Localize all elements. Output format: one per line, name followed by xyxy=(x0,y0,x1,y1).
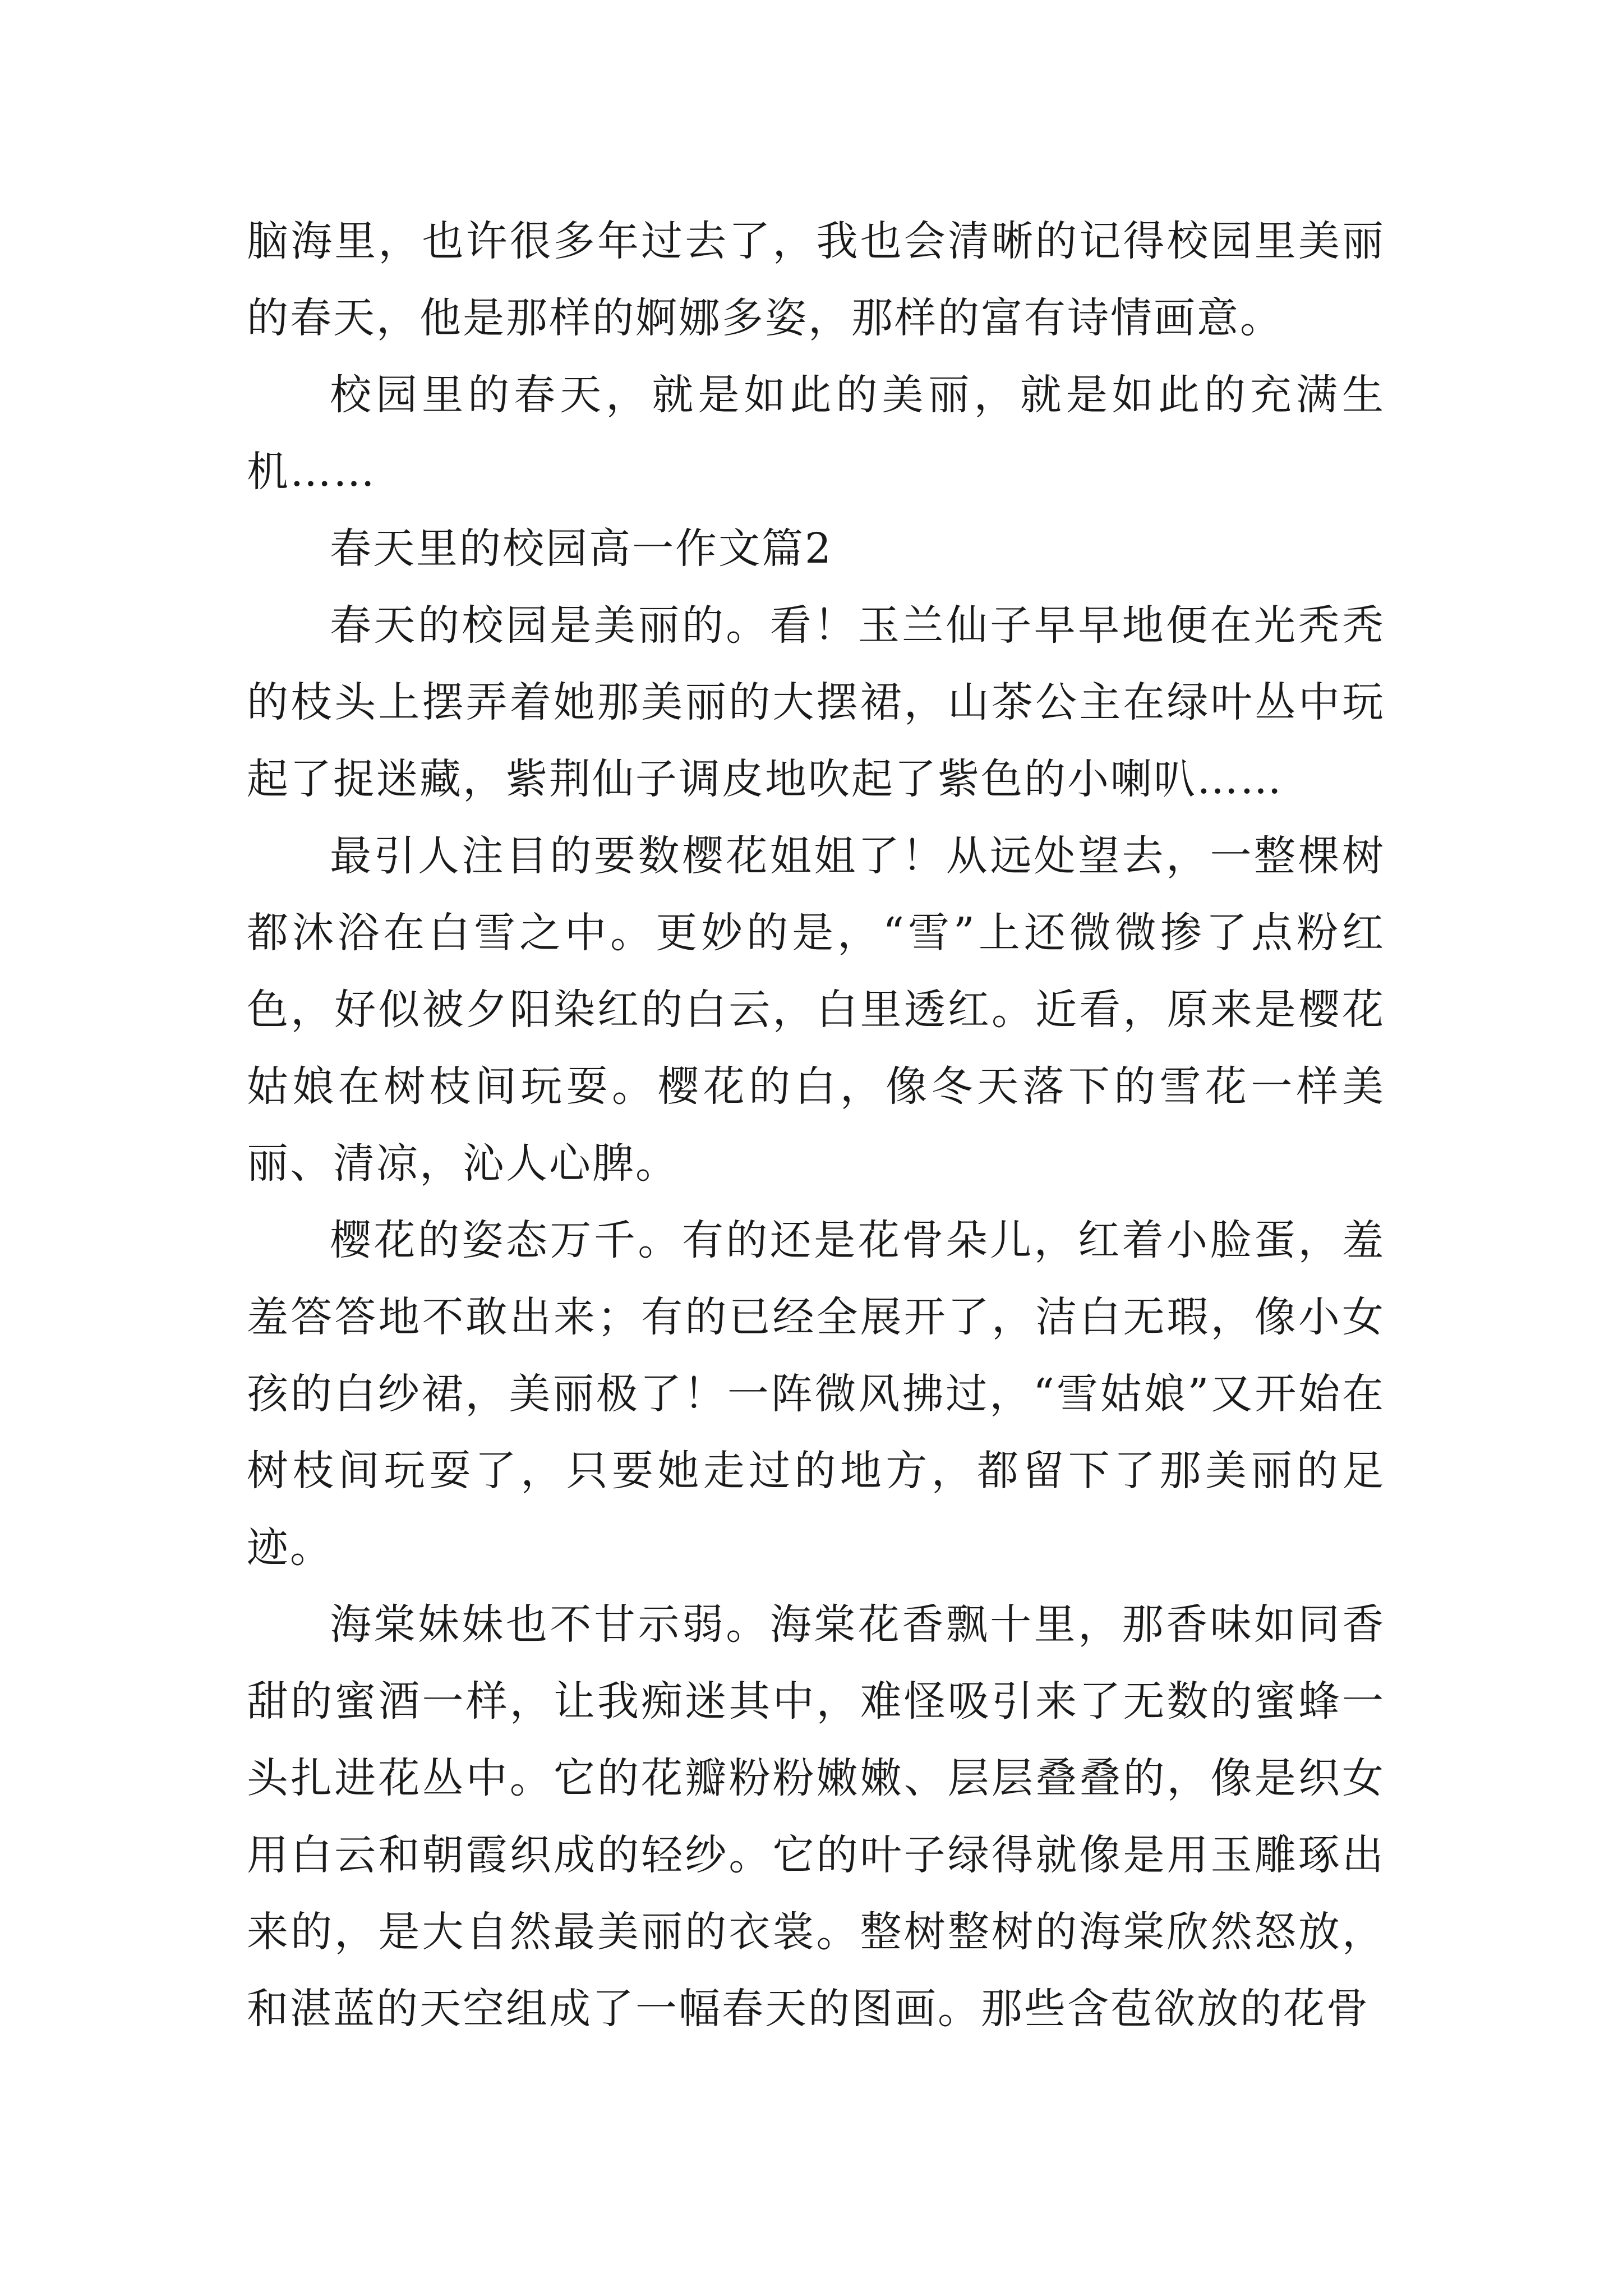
paragraph-cherry-blossom-postures: 樱花的姿态万千。有的还是花骨朵儿，红着小脸蛋，羞羞答答地不敢出来；有的已经全展开了，洁白无瑕，像小女孩的白纱裙，美丽极了！一阵微风拂过，“雪姑娘”又开始在树枝间玩耍了，只要她走过的地方，都留下了那美丽的足迹。 xyxy=(247,1216,1385,1572)
paragraph-campus-flowers: 春天的校园是美丽的。看！玉兰仙子早早地便在光秃秃的枝头上摆弄着她那美丽的大摆裙，山茶公主在绿叶丛中玩起了捉迷藏，紫荆仙子调皮地吹起了紫色的小喇叭…… xyxy=(247,601,1385,803)
paragraph-spring-campus-summary: 校园里的春天，就是如此的美丽，就是如此的充满生机…… xyxy=(247,371,1385,496)
paragraph-crabapple: 海棠妹妹也不甘示弱。海棠花香飘十里，那香味如同香甜的蜜酒一样，让我痴迷其中，难怪吸引来了无数的蜜蜂一头扎进花丛中。它的花瓣粉粉嫩嫩、层层叠叠的，像是织女用白云和朝霞织成的轻纱。它的叶子绿得就像是用玉雕琢出来的，是大自然最美丽的衣裳。整树整树的海棠欣然怒放，和湛蓝的天空组成了一幅春天的图画。那些含苞欲放的花骨 xyxy=(247,1600,1385,2033)
section-heading: 春天里的校园高一作文篇2 xyxy=(330,524,833,573)
paragraph-continuation: 脑海里，也许很多年过去了，我也会清晰的记得校园里美丽的春天，他是那样的婀娜多姿，那样的富有诗情画意。 xyxy=(247,217,1385,342)
paragraph-cherry-blossom: 最引人注目的要数樱花姐姐了！从远处望去，一整棵树都沐浴在白雪之中。更妙的是，“雪”上还微微掺了点粉红色，好似被夕阳染红的白云，白里透红。近看，原来是樱花姑娘在树枝间玩耍。樱花的白，像冬天落下的雪花一样美丽、清凉，沁人心脾。 xyxy=(247,832,1385,1188)
essay-body xyxy=(247,203,1385,2047)
